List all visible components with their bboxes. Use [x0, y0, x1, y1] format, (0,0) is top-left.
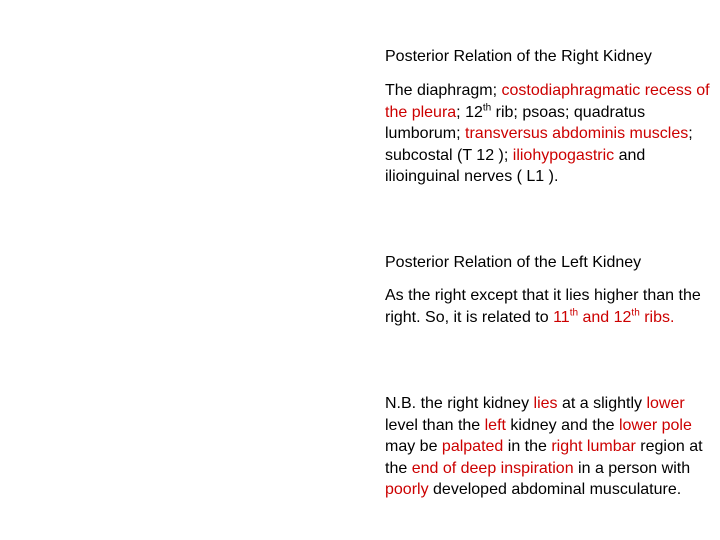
highlighted-text: lies — [533, 395, 558, 412]
highlighted-text: right lumbar — [551, 438, 636, 455]
text-run: in a person with — [573, 459, 691, 477]
text-run: may be — [385, 438, 442, 455]
highlighted-text: ribs. — [639, 308, 675, 326]
text-run: th — [482, 102, 492, 114]
paragraph-nb-note — [385, 393, 717, 501]
text-run: level than the — [385, 416, 485, 434]
text-run: in the — [503, 438, 552, 455]
highlighted-text: and 12 — [582, 308, 632, 326]
highlighted-text: th — [631, 307, 640, 319]
highlighted-text: costodiaphragmatic recess of the pleura — [385, 82, 710, 121]
highlighted-text: end of deep inspiration — [411, 459, 574, 477]
heading-left-kidney: Posterior Relation of the Left Kidney — [385, 254, 642, 271]
text-run: and ilioinguinal nerves ( L1 ). — [385, 146, 646, 185]
highlighted-text: lower — [646, 395, 685, 412]
highlighted-text: iliohypogastric — [512, 146, 615, 164]
text-run: region at the — [385, 438, 703, 477]
text-run: ; 12 — [456, 103, 483, 121]
text-run: As the right except that it lies higher than the right. So, it is related to — [385, 287, 701, 326]
highlighted-text: th — [569, 307, 579, 319]
text-run: N.B. the right kidney — [385, 395, 534, 412]
text-run: rib; psoas; quadratus lumborum; — [385, 103, 646, 142]
text-run: at a slightly — [557, 395, 647, 412]
highlighted-text: transversus abdominis muscles — [465, 125, 689, 142]
text-run: ; subcostal (T 12 ); — [385, 125, 693, 164]
paragraph-left-kidney — [385, 285, 717, 328]
paragraph-right-kidney — [385, 80, 717, 188]
highlighted-text: 11 — [553, 308, 570, 326]
text-run: The diaphragm; — [385, 82, 502, 99]
text-run: kidney and the — [505, 416, 619, 434]
text-run: developed abdominal musculature. — [428, 481, 682, 498]
highlighted-text: palpated — [441, 438, 504, 455]
highlighted-text: lower pole — [618, 416, 692, 434]
highlighted-text: poorly — [385, 481, 429, 498]
highlighted-text: left — [484, 416, 506, 434]
heading-right-kidney: Posterior Relation of the Right Kidney — [385, 48, 652, 65]
